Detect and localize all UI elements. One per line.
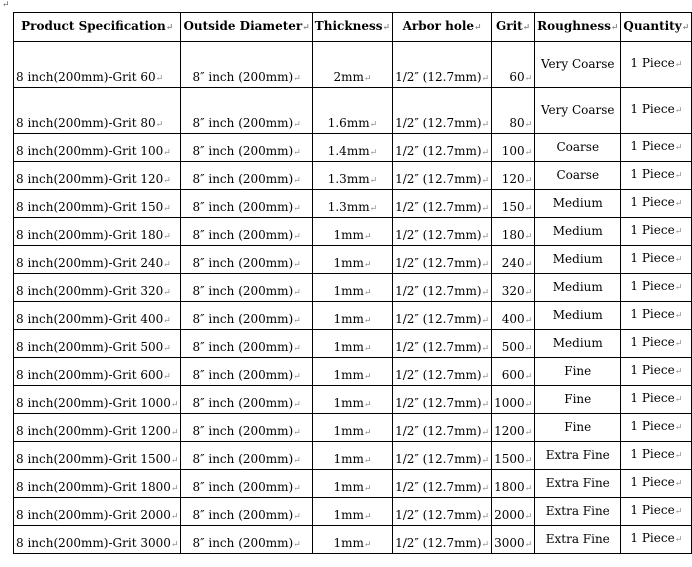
cell-roughness: Medium [535, 246, 621, 274]
table-row [14, 498, 692, 526]
cell-arbor: 1/2″ (12.7mm)↵ [393, 190, 492, 218]
cell-od: 8″ inch (200mm)↵ [181, 162, 312, 190]
table-row [14, 470, 692, 498]
cell-od: 8″ inch (200mm)↵ [181, 526, 312, 554]
table-row [14, 442, 692, 470]
cell-roughness: Medium [535, 302, 621, 330]
cell-roughness: Extra Fine [535, 470, 621, 498]
cell-grit: 1800↵ [492, 470, 535, 498]
cell-thickness: 1mm↵ [312, 358, 392, 386]
cell-quantity: 1 Piece↵ [621, 162, 692, 190]
header-roughness: Roughness↵ [535, 13, 621, 42]
cell-arbor: 1/2″ (12.7mm)↵ [393, 88, 492, 134]
cell-arbor: 1/2″ (12.7mm)↵ [393, 218, 492, 246]
cell-roughness: Very Coarse [535, 88, 621, 134]
cell-quantity: 1 Piece↵ [621, 246, 692, 274]
cell-thickness: 1mm↵ [312, 470, 392, 498]
cell-od: 8″ inch (200mm)↵ [181, 386, 312, 414]
cell-od: 8″ inch (200mm)↵ [181, 190, 312, 218]
cell-arbor: 1/2″ (12.7mm)↵ [393, 442, 492, 470]
cell-od: 8″ inch (200mm)↵ [181, 134, 312, 162]
cell-quantity: 1 Piece↵ [621, 302, 692, 330]
cell-grit: 180↵ [492, 218, 535, 246]
cell-od: 8″ inch (200mm)↵ [181, 470, 312, 498]
cell-quantity: 1 Piece↵ [621, 414, 692, 442]
table-row [14, 134, 692, 162]
cell-spec: 8 inch(200mm)-Grit 1200↵ [14, 414, 181, 442]
cell-spec: 8 inch(200mm)-Grit 500↵ [14, 330, 181, 358]
cell-arbor: 1/2″ (12.7mm)↵ [393, 358, 492, 386]
cell-spec: 8 inch(200mm)-Grit 320↵ [14, 274, 181, 302]
cell-arbor: 1/2″ (12.7mm)↵ [393, 330, 492, 358]
header-arbor: Arbor hole↵ [393, 13, 492, 42]
cell-spec: 8 inch(200mm)-Grit 240↵ [14, 246, 181, 274]
cell-thickness: 1.6mm↵ [312, 88, 392, 134]
cell-grit: 500↵ [492, 330, 535, 358]
table-row [14, 414, 692, 442]
cell-grit: 120↵ [492, 162, 535, 190]
cell-quantity: 1 Piece↵ [621, 470, 692, 498]
cell-quantity: 1 Piece↵ [621, 218, 692, 246]
cell-od: 8″ inch (200mm)↵ [181, 218, 312, 246]
cell-roughness: Very Coarse [535, 42, 621, 88]
cell-quantity: 1 Piece↵ [621, 386, 692, 414]
cell-spec: 8 inch(200mm)-Grit 3000↵ [14, 526, 181, 554]
cell-arbor: 1/2″ (12.7mm)↵ [393, 470, 492, 498]
cell-roughness: Medium [535, 190, 621, 218]
cell-thickness: 1mm↵ [312, 414, 392, 442]
cell-thickness: 1mm↵ [312, 526, 392, 554]
cell-grit: 400↵ [492, 302, 535, 330]
cell-thickness: 1mm↵ [312, 274, 392, 302]
cell-roughness: Medium [535, 330, 621, 358]
cell-od: 8″ inch (200mm)↵ [181, 414, 312, 442]
cell-grit: 60↵ [492, 42, 535, 88]
cell-thickness: 1mm↵ [312, 386, 392, 414]
cell-arbor: 1/2″ (12.7mm)↵ [393, 134, 492, 162]
cell-roughness: Extra Fine [535, 442, 621, 470]
cell-grit: 80↵ [492, 88, 535, 134]
table-row [14, 330, 692, 358]
cell-thickness: 1mm↵ [312, 218, 392, 246]
cell-arbor: 1/2″ (12.7mm)↵ [393, 274, 492, 302]
cell-quantity: 1 Piece↵ [621, 274, 692, 302]
cell-spec: 8 inch(200mm)-Grit 400↵ [14, 302, 181, 330]
cell-od: 8″ inch (200mm)↵ [181, 442, 312, 470]
cell-thickness: 1mm↵ [312, 498, 392, 526]
header-row [14, 13, 692, 42]
cell-quantity: 1 Piece↵ [621, 498, 692, 526]
cell-od: 8″ inch (200mm)↵ [181, 302, 312, 330]
table-row [14, 358, 692, 386]
table-row [14, 218, 692, 246]
cell-quantity: 1 Piece↵ [621, 442, 692, 470]
cell-arbor: 1/2″ (12.7mm)↵ [393, 246, 492, 274]
cell-grit: 1200↵ [492, 414, 535, 442]
table-row [14, 526, 692, 554]
cell-arbor: 1/2″ (12.7mm)↵ [393, 42, 492, 88]
cell-grit: 1000↵ [492, 386, 535, 414]
cell-spec: 8 inch(200mm)-Grit 1000↵ [14, 386, 181, 414]
cell-arbor: 1/2″ (12.7mm)↵ [393, 386, 492, 414]
cell-spec: 8 inch(200mm)-Grit 1500↵ [14, 442, 181, 470]
cell-grit: 320↵ [492, 274, 535, 302]
table-row [14, 274, 692, 302]
cell-arbor: 1/2″ (12.7mm)↵ [393, 498, 492, 526]
cell-roughness: Medium [535, 218, 621, 246]
table-row [14, 302, 692, 330]
cell-od: 8″ inch (200mm)↵ [181, 88, 312, 134]
cell-spec: 8 inch(200mm)-Grit 120↵ [14, 162, 181, 190]
cell-grit: 1500↵ [492, 442, 535, 470]
cell-spec: 8 inch(200mm)-Grit 150↵ [14, 190, 181, 218]
header-quantity: Quantity↵ [621, 13, 692, 42]
cell-roughness: Medium [535, 274, 621, 302]
cell-grit: 3000↵ [492, 526, 535, 554]
cell-quantity: 1 Piece↵ [621, 526, 692, 554]
cell-grit: 100↵ [492, 134, 535, 162]
cell-grit: 600↵ [492, 358, 535, 386]
cell-spec: 8 inch(200mm)-Grit 60↵ [14, 42, 181, 88]
cell-roughness: Extra Fine [535, 526, 621, 554]
cell-arbor: 1/2″ (12.7mm)↵ [393, 162, 492, 190]
cell-od: 8″ inch (200mm)↵ [181, 42, 312, 88]
cell-roughness: Extra Fine [535, 498, 621, 526]
cell-grit: 240↵ [492, 246, 535, 274]
table-row [14, 386, 692, 414]
cell-thickness: 1.3mm↵ [312, 190, 392, 218]
cell-od: 8″ inch (200mm)↵ [181, 330, 312, 358]
cell-roughness: Coarse [535, 162, 621, 190]
table-row [14, 190, 692, 218]
cell-spec: 8 inch(200mm)-Grit 80↵ [14, 88, 181, 134]
cell-spec: 8 inch(200mm)-Grit 600↵ [14, 358, 181, 386]
table-row [14, 88, 692, 134]
table-row [14, 246, 692, 274]
cell-arbor: 1/2″ (12.7mm)↵ [393, 526, 492, 554]
cell-quantity: 1 Piece↵ [621, 358, 692, 386]
cell-roughness: Fine [535, 414, 621, 442]
cell-thickness: 1.4mm↵ [312, 134, 392, 162]
cell-spec: 8 inch(200mm)-Grit 1800↵ [14, 470, 181, 498]
cell-thickness: 1mm↵ [312, 330, 392, 358]
cell-grit: 2000↵ [492, 498, 535, 526]
cell-spec: 8 inch(200mm)-Grit 100↵ [14, 134, 181, 162]
header-od: Outside Diameter↵ [181, 13, 312, 42]
table-row [14, 162, 692, 190]
header-grit: Grit↵ [492, 13, 535, 42]
cell-quantity: 1 Piece↵ [621, 330, 692, 358]
cell-thickness: 1.3mm↵ [312, 162, 392, 190]
cell-spec: 8 inch(200mm)-Grit 180↵ [14, 218, 181, 246]
cell-quantity: 1 Piece↵ [621, 134, 692, 162]
cell-arbor: 1/2″ (12.7mm)↵ [393, 302, 492, 330]
cell-quantity: 1 Piece↵ [621, 190, 692, 218]
cell-roughness: Fine [535, 358, 621, 386]
cell-thickness: 2mm↵ [312, 42, 392, 88]
spec-table [13, 12, 692, 554]
cell-grit: 150↵ [492, 190, 535, 218]
cell-quantity: 1 Piece↵ [621, 42, 692, 88]
cell-thickness: 1mm↵ [312, 442, 392, 470]
header-spec: Product Specification↵ [14, 13, 181, 42]
table-row [14, 42, 692, 88]
cell-spec: 8 inch(200mm)-Grit 2000↵ [14, 498, 181, 526]
cell-arbor: 1/2″ (12.7mm)↵ [393, 414, 492, 442]
cell-roughness: Fine [535, 386, 621, 414]
paragraph-mark-icon: ↵ [2, 0, 10, 10]
cell-roughness: Coarse [535, 134, 621, 162]
cell-od: 8″ inch (200mm)↵ [181, 274, 312, 302]
cell-thickness: 1mm↵ [312, 302, 392, 330]
cell-quantity: 1 Piece↵ [621, 88, 692, 134]
cell-od: 8″ inch (200mm)↵ [181, 498, 312, 526]
header-thickness: Thickness↵ [312, 13, 392, 42]
cell-thickness: 1mm↵ [312, 246, 392, 274]
cell-od: 8″ inch (200mm)↵ [181, 246, 312, 274]
cell-od: 8″ inch (200mm)↵ [181, 358, 312, 386]
